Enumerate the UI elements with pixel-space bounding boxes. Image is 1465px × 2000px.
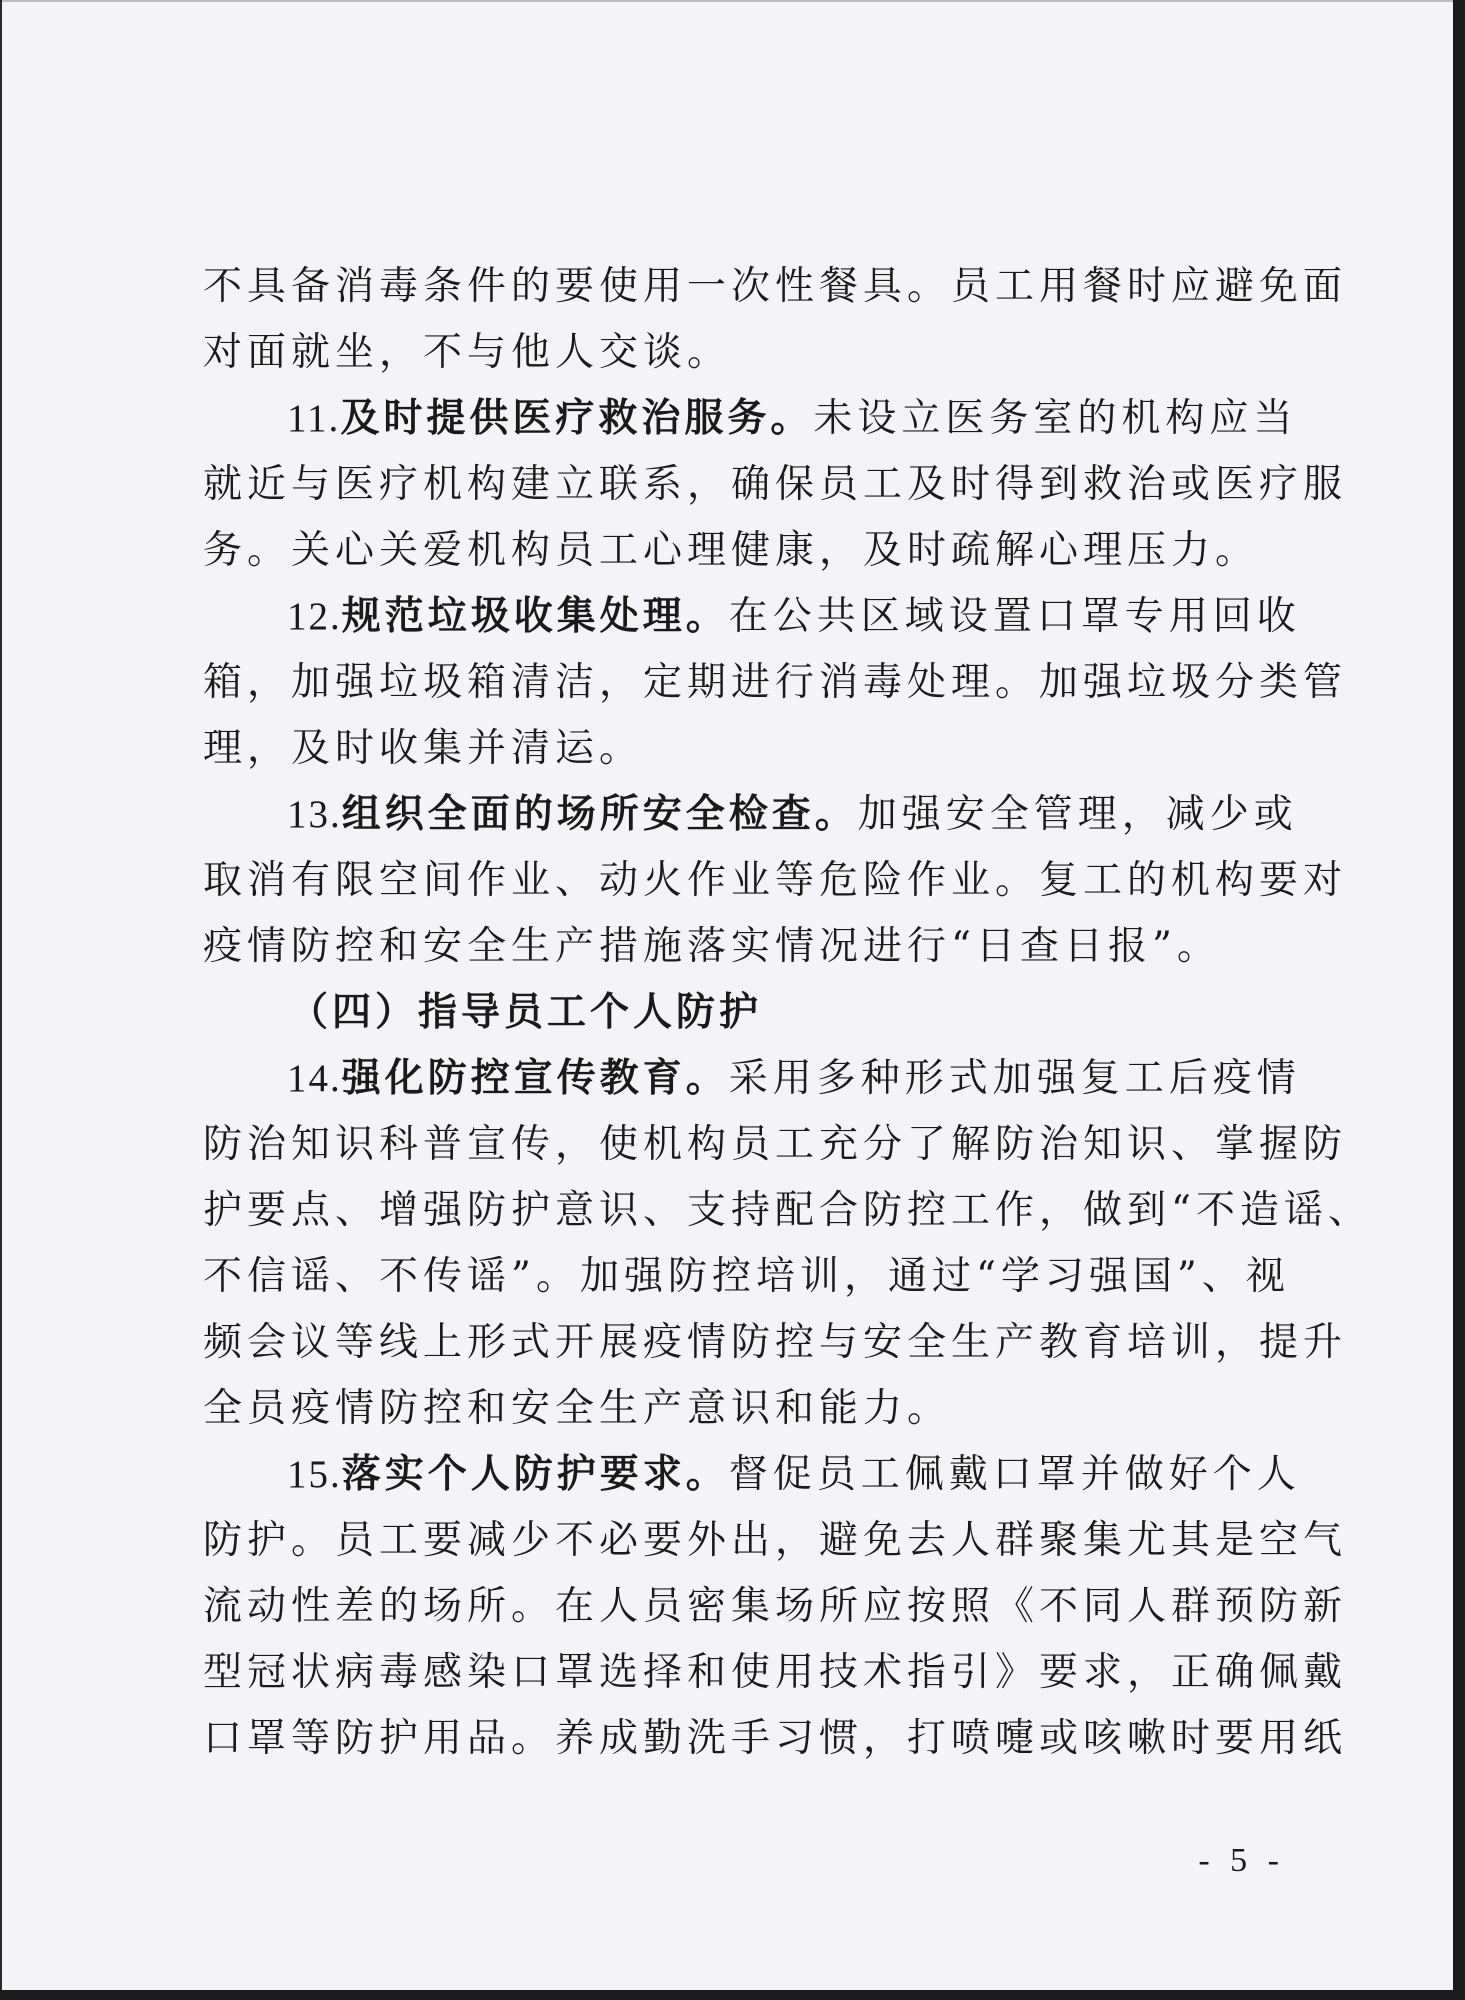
paragraph-13-line-1-text: 加强安全管理，减少或 bbox=[857, 792, 1298, 837]
document-body bbox=[203, 254, 1372, 1772]
section-4-heading: （四）指导员工个人防护 bbox=[289, 990, 763, 1035]
paragraph-14-line-3: 护要点、增强防护意识、支持配合防控工作，做到“不造谣、 bbox=[203, 1188, 1372, 1233]
paragraph-10-line-1: 不具备消毒条件的要使用一次性餐具。员工用餐时应避免面 bbox=[203, 264, 1348, 309]
scan-edge-bottom bbox=[0, 1990, 1465, 2000]
paragraph-12-line-2: 箱，加强垃圾箱清洁，定期进行消毒处理。加强垃圾分类管 bbox=[203, 660, 1348, 705]
paragraph-12-line-1 bbox=[203, 584, 1301, 650]
paragraph-12-number: 12. bbox=[287, 595, 342, 638]
paragraph-15-line-1-text: 督促员工佩戴口罩并做好个人 bbox=[728, 1452, 1301, 1497]
page-number: - 5 - bbox=[1198, 1842, 1285, 1879]
paragraph-14-line-1-text: 采用多种形式加强复工后疫情 bbox=[728, 1056, 1301, 1101]
paragraph-13-number: 13. bbox=[287, 793, 342, 836]
paragraph-14-number: 14. bbox=[287, 1057, 342, 1100]
paragraph-15-line-3: 流动性差的场所。在人员密集场所应按照《不同人群预防新 bbox=[203, 1584, 1348, 1629]
paragraph-14-heading: 强化防控宣传教育。 bbox=[341, 1056, 729, 1101]
paragraph-14-line-1 bbox=[203, 1046, 1301, 1112]
paragraph-11-heading: 及时提供医疗救治服务。 bbox=[340, 396, 814, 441]
paragraph-13-line-3: 疫情防控和安全生产措施落实情况进行“日查日报”。 bbox=[203, 924, 1221, 969]
paragraph-14-line-6: 全员疫情防控和安全生产意识和能力。 bbox=[203, 1386, 952, 1431]
paragraph-14-line-5: 频会议等线上形式开展疫情防控与安全生产教育培训，提升 bbox=[203, 1320, 1348, 1365]
paragraph-13-heading: 组织全面的场所安全检查。 bbox=[341, 792, 858, 837]
scan-edge-top bbox=[0, 0, 1465, 2]
scan-edge-left bbox=[0, 0, 2, 2000]
paragraph-11-line-2: 就近与医疗机构建立联系，确保员工及时得到救治或医疗服 bbox=[203, 462, 1348, 507]
paragraph-12-line-1-text: 在公共区域设置口罩专用回收 bbox=[728, 594, 1301, 639]
paragraph-11-number: 11. bbox=[287, 397, 341, 440]
paragraph-15-line-4: 型冠状病毒感染口罩选择和使用技术指引》要求，正确佩戴 bbox=[203, 1650, 1348, 1695]
paragraph-15-heading: 落实个人防护要求。 bbox=[341, 1452, 729, 1497]
paragraph-11-line-3: 务。关心关爱机构员工心理健康，及时疏解心理压力。 bbox=[203, 528, 1260, 573]
paragraph-13-line-1 bbox=[203, 782, 1298, 848]
paragraph-15-number: 15. bbox=[287, 1453, 342, 1496]
paragraph-15-line-5: 口罩等防护用品。养成勤洗手习惯，打喷嚏或咳嗽时要用纸 bbox=[203, 1716, 1348, 1761]
paragraph-11-line-1-text: 未设立医务室的机构应当 bbox=[813, 396, 1298, 441]
paragraph-13-line-2: 取消有限空间作业、动火作业等危险作业。复工的机构要对 bbox=[203, 858, 1348, 903]
paragraph-14-line-4: 不信谣、不传谣”。加强防控培训，通过“学习强国”、视 bbox=[203, 1254, 1290, 1299]
paragraph-11-line-1 bbox=[203, 386, 1298, 452]
paragraph-15-line-1 bbox=[203, 1442, 1301, 1508]
paragraph-15-line-2: 防护。员工要减少不必要外出，避免去人群聚集尤其是空气 bbox=[203, 1518, 1348, 1563]
paragraph-10-line-2: 对面就坐，不与他人交谈。 bbox=[203, 330, 732, 375]
paragraph-14-line-2: 防治知识科普宣传，使机构员工充分了解防治知识、掌握防 bbox=[203, 1122, 1348, 1167]
scan-edge-right bbox=[1453, 0, 1465, 2000]
paragraph-12-heading: 规范垃圾收集处理。 bbox=[341, 594, 729, 639]
paragraph-12-line-3: 理，及时收集并清运。 bbox=[203, 726, 644, 771]
